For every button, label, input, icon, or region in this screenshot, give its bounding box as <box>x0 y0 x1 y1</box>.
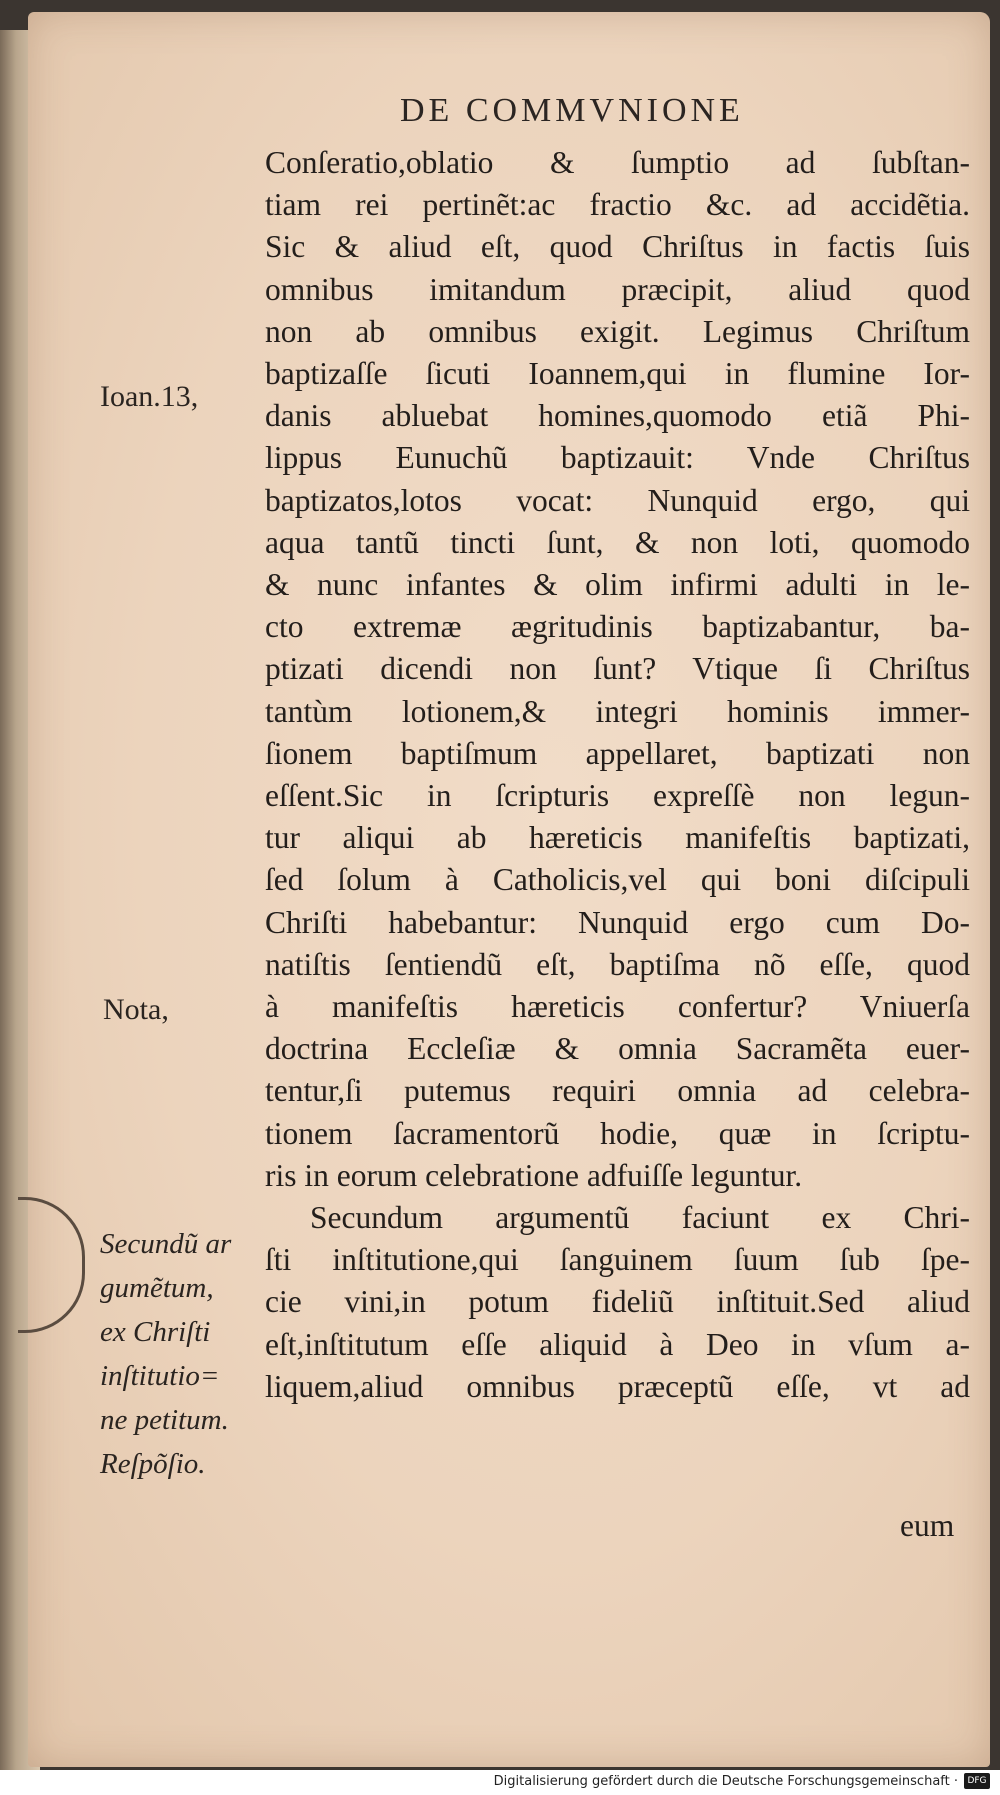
margin-note-line: Reſpõſio. <box>100 1448 206 1480</box>
body-line: Conſeratio,oblatio & ſumptio ad ſubſtan- <box>265 145 970 180</box>
footer-bar <box>0 1770 1000 1795</box>
catchword: eum <box>900 1508 955 1543</box>
body-line: Sic & aliud eſt, quod Chriſtus in factis ſuis <box>265 229 970 265</box>
margin-note-line: inſtitutio= <box>100 1360 220 1392</box>
body-line: omnibus imitandum præcipit, aliud quod <box>265 271 970 307</box>
body-line: non ab omnibus exigit. Legimus Chriſtum <box>265 313 970 349</box>
margin-note-line: gumẽtum, <box>100 1272 214 1304</box>
body-line: Secundum argumentũ faciunt ex Chri- <box>310 1200 970 1236</box>
margin-note-line: ne petitum. <box>100 1404 229 1436</box>
body-line: doctrina Eccleſiæ & omnia Sacramẽta euer- <box>265 1031 970 1067</box>
body-line: aqua tantũ tincti ſunt, & non loti, quomodo <box>265 524 970 560</box>
body-line: danis abluebat homines,quomodo etiã Phi- <box>265 398 970 434</box>
margin-note-line: Secundũ ar <box>100 1228 232 1260</box>
clip-mark <box>18 1197 85 1333</box>
margin-note-secundum <box>100 1222 231 1486</box>
body-line: ſti inſtitutione,qui ſanguinem ſuum ſub ſpe- <box>265 1242 970 1278</box>
body-line: tiam rei pertinẽt:ac fractio &c. ad accidẽtia. <box>265 187 970 223</box>
margin-note-line: ex Chriſti <box>100 1316 211 1348</box>
body-text <box>265 142 970 1408</box>
body-line: ſed ſolum à Catholicis,vel qui boni diſcipuli <box>265 862 970 898</box>
body-line: baptizatos,lotos vocat: Nunquid ergo, qui <box>265 482 970 518</box>
body-line: tur aliqui ab hæreticis manifeſtis baptizati, <box>265 820 970 856</box>
body-line: tionem ſacramentorũ hodie, quæ in ſcriptu- <box>265 1115 970 1151</box>
body-line: tantùm lotionem,& integri hominis immer- <box>265 693 970 729</box>
margin-note-nota: Nota, <box>103 993 169 1026</box>
body-line: ptizati dicendi non ſunt? Vtique ſi Chriſtus <box>265 651 970 687</box>
footer-credit-text: Digitalisierung gefördert durch die Deutsche Forschungsgemeinschaft · <box>493 1773 958 1789</box>
body-line: à manifeſtis hæreticis confertur? Vniuerſa <box>265 989 970 1025</box>
footer-credit <box>494 1773 990 1789</box>
body-line: lippus Eunuchũ baptizauit: Vnde Chriſtus <box>265 440 970 476</box>
body-line: natiſtis ſentiendũ eſt, baptiſma nõ eſſe, quod <box>265 946 970 982</box>
margin-note-ioan: Ioan.13, <box>100 380 199 413</box>
body-line: tentur,ſi putemus requiri omnia ad celebra- <box>265 1073 970 1109</box>
body-line: eſt,inſtitutum eſſe aliquid à Deo in vſum a- <box>265 1326 970 1362</box>
body-line: & nunc infantes & olim infirmi adulti in le- <box>265 567 970 603</box>
body-line: ſionem baptiſmum appellaret, baptizati non <box>265 735 970 771</box>
body-line: liquem,aliud omnibus præceptũ eſſe, vt ad <box>265 1368 970 1404</box>
body-line: ris in eorum celebratione adfuiſſe leguntur. <box>265 1157 803 1193</box>
dfg-logo-icon: DFG <box>964 1773 990 1789</box>
body-line: cie vini,in potum fideliũ inſtituit.Sed aliud <box>265 1284 970 1320</box>
body-line: Chriſti habebantur: Nunquid ergo cum Do- <box>265 904 970 940</box>
body-line: baptizaſſe ſicuti Ioannem,qui in flumine Ior- <box>265 356 970 392</box>
body-line: eſſent.Sic in ſcripturis expreſſè non legun- <box>265 778 970 814</box>
running-head: DE COMMVNIONE <box>400 92 744 129</box>
body-line: cto extremæ ægritudinis baptizabantur, ba- <box>265 609 970 645</box>
